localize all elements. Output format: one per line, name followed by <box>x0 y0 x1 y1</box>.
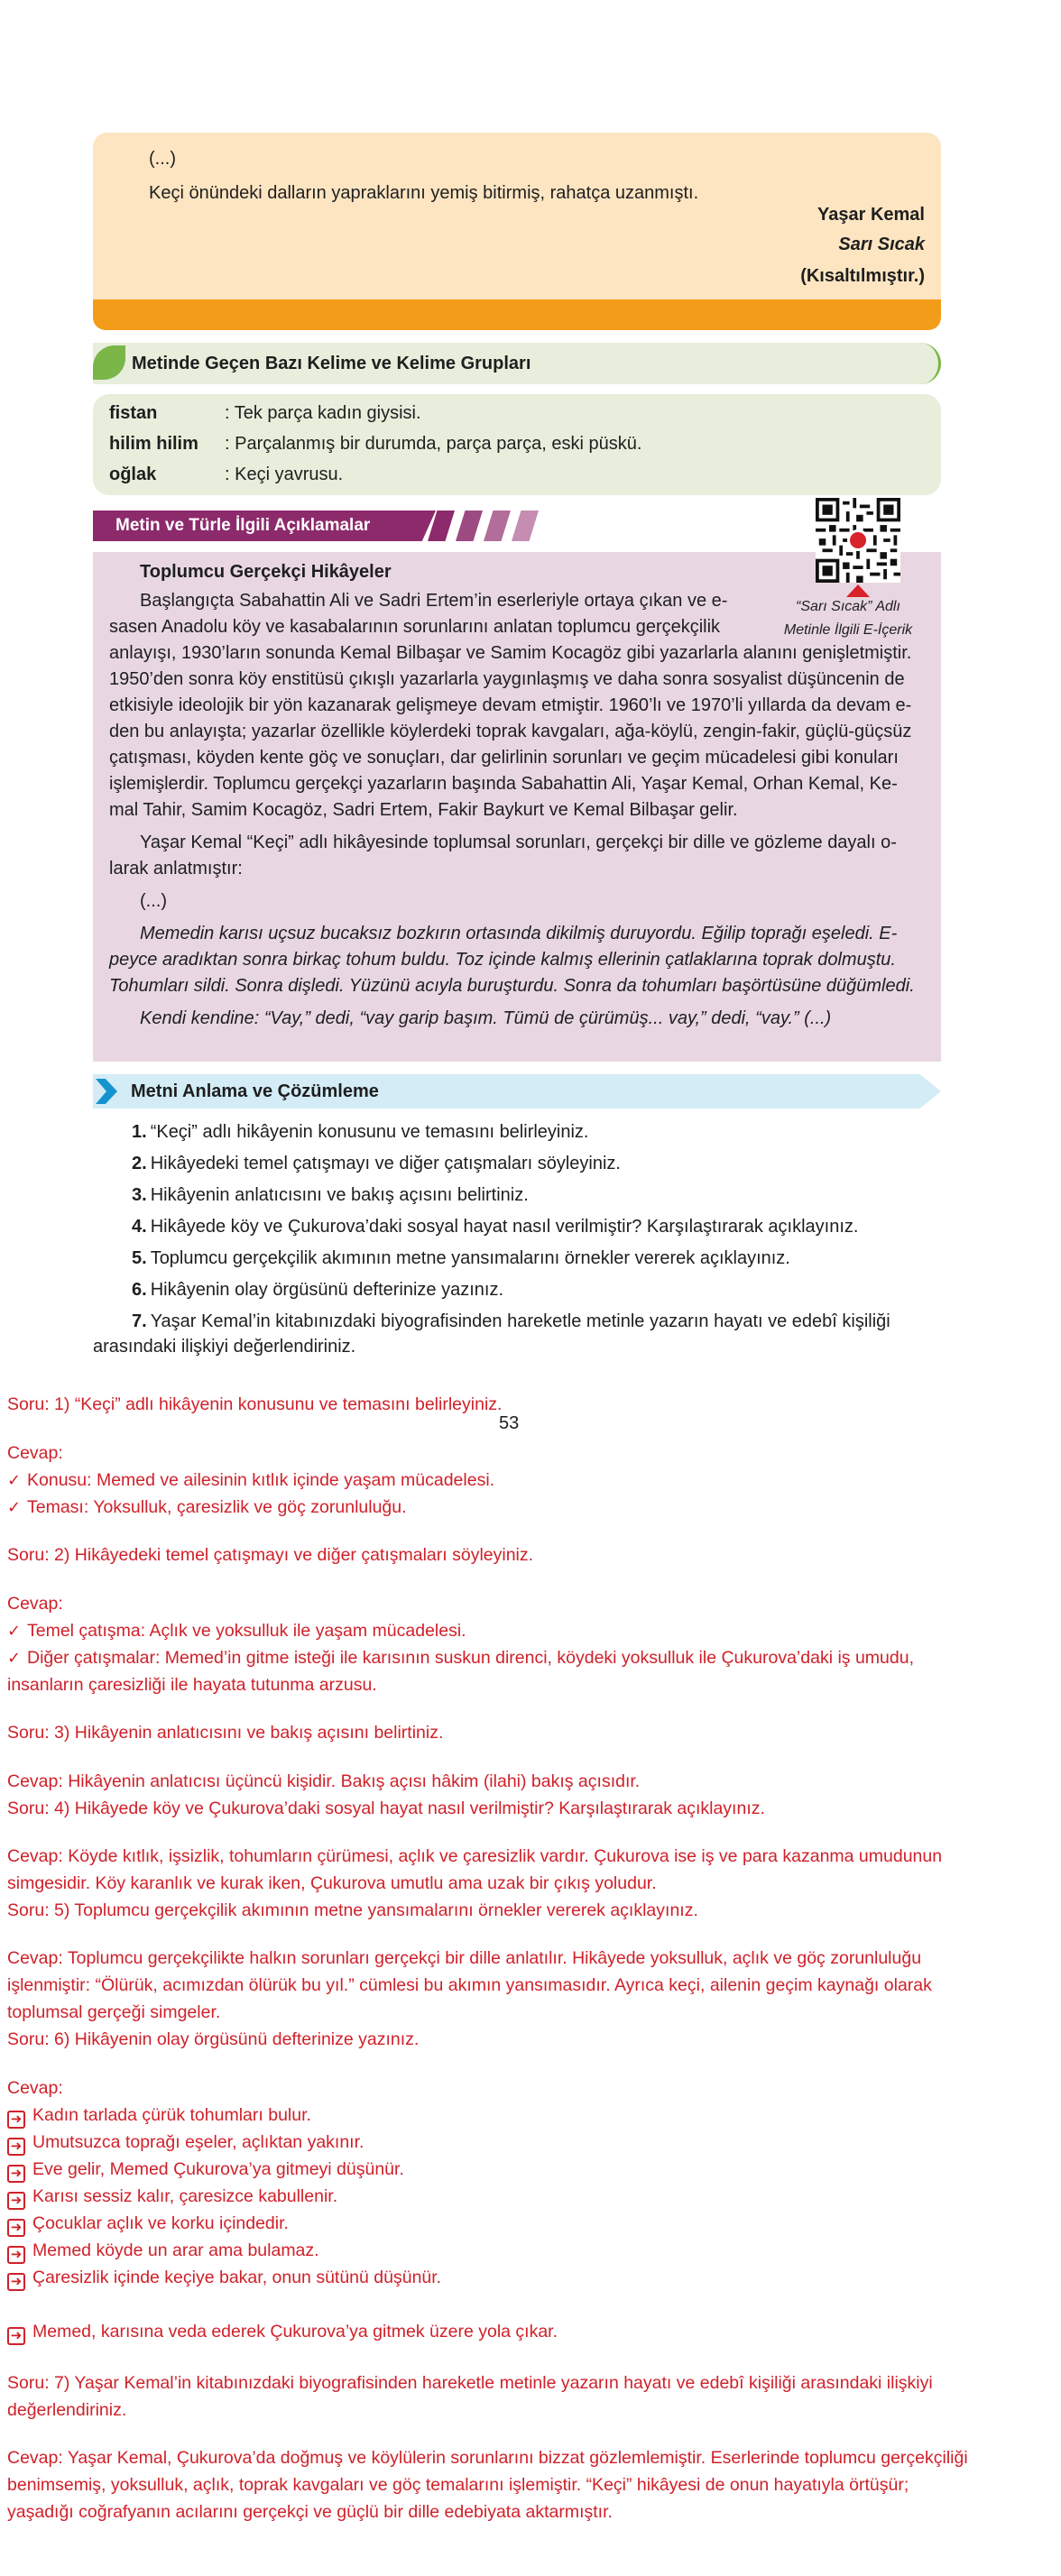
excerpt-line: Memedin karısı uçsuz bucaksız bozkırın ortasında dikilmiş duruyordu. Eğilip toprağı eşeledi. E- <box>140 924 898 943</box>
plot-item: ➜ Kadın tarlada çürük tohumları bulur. <box>7 2105 311 2129</box>
quote-author: Yaşar Kemal <box>817 205 925 225</box>
words-box <box>93 394 941 495</box>
answer-text: Cevap: Toplumcu gerçekçilikte halkın sorunları gerçekçi bir dille anlatılır. Hikâyede yoksulluk, açlık ve göç zorunluluğu <box>7 1948 922 1968</box>
question-item <box>132 1311 890 1332</box>
question-text: Toplumcu gerçekçilik akımının metne yansımalarını örnekler vererek açıklayınız. <box>150 1248 790 1268</box>
header-stripe <box>484 511 511 541</box>
arrow-right-icon: ➜ <box>7 2273 25 2291</box>
info-line: çatışması, köyden kente göç ve sonuçları, dar gelirlinin sorunları ve geçim mücadelesi gibi konuları <box>109 748 899 768</box>
arrow-right-icon: ➜ <box>7 2219 25 2237</box>
excerpt-line: peyce aradıktan sonra birkaç tohum buldu. Toz içinde kalmış ellerinin çatlaklarına toprak dolmuştu. <box>109 950 896 970</box>
question-number: 3. <box>132 1185 147 1205</box>
answer-question: Soru: 2) Hikâyedeki temel çatışmayı ve diğer çatışmaları söyleyiniz. <box>7 1545 534 1565</box>
word-term: fistan <box>109 403 158 423</box>
question-number: 5. <box>132 1248 147 1268</box>
answer-text: işlenmiştir: “Ölürük, acımızdan ölürük bu yıl.” cümlesi bu akımın yansımasıdır. Ayrıca keçi, ailenin geçim kaynağı olarak <box>7 1975 932 1995</box>
answer-question: Soru: 6) Hikâyenin olay örgüsünü defterinize yazınız. <box>7 2029 420 2049</box>
question-item <box>132 1122 589 1143</box>
answer-item: ✓ Temel çatışma: Açlık ve yoksulluk ile yaşam mücadelesi. <box>7 1621 466 1641</box>
quote-note: (Kısaltılmıştır.) <box>800 266 925 286</box>
answer-question: Soru: 3) Hikâyenin anlatıcısını ve bakış açısını belirtiniz. <box>7 1723 444 1743</box>
quote-box <box>93 133 941 299</box>
plot-item: ➜ Umutsuzca toprağı eşeler, açlıktan yakınır. <box>7 2132 364 2156</box>
quote-line: Keçi önündeki dalların yapraklarını yemiş bitirmiş, rahatça uzanmıştı. <box>149 183 699 203</box>
plot-item: ➜ Karısı sessiz kalır, çaresizce kabullenir. <box>7 2186 337 2210</box>
excerpt-line: Tohumları sildi. Sonra dişledi. Yüzünü acıyla buruşturdu. Sonra da tohumları başörtüsüne düğümledi. <box>109 976 915 996</box>
answer-text: simgesidir. Köy karanlık ve kurak iken, Çukurova umutlu ama uzak bir çıkış yoludur. <box>7 1873 657 1893</box>
word-definition: : Parçalanmış bir durumda, parça parça, eski püskü. <box>225 434 642 454</box>
excerpt-line: Kendi kendine: “Vay,” dedi, “vay garip başım. Tümü de çürümüş... vay,” dedi, “vay.” (...) <box>140 1008 832 1028</box>
word-definition: : Tek parça kadın giysisi. <box>225 403 421 423</box>
check-icon: ✓ <box>7 1471 22 1489</box>
info-line: 1950’den sonra köy enstitüsü çıkışlı yazarlarla yaygınlaşmış ve daha sonra sosyalist düşüncenin de <box>109 669 905 689</box>
question-text: “Keçi” adlı hikâyenin konusunu ve temasını belirleyiniz. <box>150 1122 589 1142</box>
answer-question: Soru: 5) Toplumcu gerçekçilik akımının metne yansımalarını örnekler vererek açıklayınız. <box>7 1900 698 1920</box>
word-row <box>109 465 344 485</box>
plot-item: ➜ Eve gelir, Memed Çukurova’ya gitmeyi düşünür. <box>7 2159 404 2183</box>
quote-work: Sarı Sıcak <box>838 235 925 254</box>
qr-caption-line: “Sarı Sıcak” Adlı <box>796 599 900 614</box>
qr-caption <box>758 595 938 642</box>
words-title: Metinde Geçen Bazı Kelime ve Kelime Grupları <box>132 354 531 373</box>
question-item <box>132 1154 621 1174</box>
quote-ellipsis: (...) <box>149 149 176 169</box>
info-line: etkisiyle ideolojik bir yön kazanarak gelişmeye devam etmiştir. 1960’lı ve 1970’li yıllarda da devam e- <box>109 695 912 715</box>
question-number: 7. <box>132 1311 147 1331</box>
word-term: hilim hilim <box>109 434 198 454</box>
answer-text: Cevap: Yaşar Kemal, Çukurova’da doğmuş ve köylülerin sorunlarını bizzat gözlemlemiştir. Eserlerinde toplumcu gerçekçiliği <box>7 2448 968 2468</box>
answer-label: Cevap: <box>7 1594 63 1614</box>
answer-text: toplumsal gerçeği simgeler. <box>7 2002 221 2022</box>
arrow-right-icon: ➜ <box>7 2165 25 2183</box>
question-text: Hikâyenin olay örgüsünü defterinize yazınız. <box>150 1280 504 1300</box>
word-row <box>109 403 421 424</box>
header-stripe <box>512 511 539 541</box>
answer-item: ✓ Diğer çatışmalar: Memed’in gitme isteği ile karısının suskun direnci, köydeki yoksulluk ile Çukurova’daki iş umudu, <box>7 1648 914 1668</box>
arrow-right-icon: ➜ <box>7 2138 25 2156</box>
question-item <box>132 1217 858 1237</box>
info-subtitle: Toplumcu Gerçekçi Hikâyeler <box>140 562 392 582</box>
word-definition: : Keçi yavrusu. <box>225 465 344 484</box>
question-item <box>132 1280 503 1301</box>
question-text: Hikâyede köy ve Çukurova’daki sosyal hayat nasıl verilmiştir? Karşılaştırarak açıklayınız. <box>150 1217 859 1237</box>
question-continuation: arasındaki ilişkiyi değerlendiriniz. <box>93 1337 356 1357</box>
info-line: Başlangıçta Sabahattin Ali ve Sadri Ertem’in eserleriyle ortaya çıkan ve e- <box>140 591 728 611</box>
question-item <box>132 1185 529 1206</box>
comprehension-title: Metni Anlama ve Çözümleme <box>131 1081 379 1101</box>
answer-item: ✓ Konusu: Memed ve ailesinin kıtlık içinde yaşam mücadelesi. <box>7 1470 495 1490</box>
qr-code-icon[interactable] <box>816 498 900 583</box>
answer-question: Soru: 1) “Keçi” adlı hikâyenin konusunu ve temasını belirleyiniz. <box>7 1394 503 1414</box>
answer-text: insanların çaresizliği ile hayata tutunma arzusu. <box>7 1675 377 1695</box>
answer-text: yaşadığı coğrafyanın acılarını gerçekçi ve güçlü bir dille edebiyata aktarmıştır. <box>7 2502 613 2522</box>
word-term: oğlak <box>109 465 157 484</box>
question-item <box>132 1248 790 1269</box>
check-icon: ✓ <box>7 1622 22 1640</box>
check-icon: ✓ <box>7 1498 22 1516</box>
answer-label: Cevap: <box>7 2078 63 2098</box>
info-ellipsis: (...) <box>140 891 167 911</box>
arrow-right-icon: ➜ <box>7 2246 25 2264</box>
answer-text: Cevap: Köyde kıtlık, işsizlik, tohumların çürümesi, açlık ve çaresizlik vardır. Çukurova ise iş ve para kazanma umudunun <box>7 1846 943 1866</box>
plot-item: ➜ Memed köyde un arar ama bulamaz. <box>7 2240 319 2264</box>
quote-bar <box>93 299 941 330</box>
arrow-right-icon: ➜ <box>7 2111 25 2129</box>
arrow-right-icon: ➜ <box>7 2327 25 2345</box>
word-row <box>109 434 642 455</box>
answer-question: değerlendiriniz. <box>7 2400 127 2420</box>
answer-text: Cevap: Hikâyenin anlatıcısı üçüncü kişidir. Bakış açısı hâkim (ilahi) bakış açısıdır. <box>7 1771 641 1791</box>
info-line: sasen Anadolu köy ve kasabalarının sorunlarını anlatan toplumcu gerçekçilik <box>109 617 721 637</box>
page-number: 53 <box>499 1413 520 1433</box>
question-text: Hikâyenin anlatıcısını ve bakış açısını belirtiniz. <box>150 1185 529 1205</box>
header-stripe <box>456 511 483 541</box>
arrow-right-icon: ➜ <box>7 2192 25 2210</box>
info-line: işlemişlerdir. Toplumcu gerçekçi yazarların başında Sabahattin Ali, Yaşar Kemal, Orhan Kemal, Ke- <box>109 774 898 794</box>
info-line: larak anlatmıştır: <box>109 859 243 879</box>
plot-item: ➜ Memed, karısına veda ederek Çukurova’ya gitmek üzere yola çıkar. <box>7 2322 558 2345</box>
qr-caption-line: Metinle İlgili E-İçerik <box>783 622 913 638</box>
check-icon: ✓ <box>7 1649 22 1667</box>
answer-text: benimsemiş, yoksulluk, açlık, toprak kavgaları ve göç temalarını işlemiştir. “Keçi” hikâyesi de onun hayatıyla örtüşür; <box>7 2475 909 2495</box>
answer-question: Soru: 7) Yaşar Kemal’in kitabınızdaki biyografisinden hareketle metinle yazarın hayatı ve edebî kişiliği arasındaki ilişkiyi <box>7 2373 933 2393</box>
info-line: den bu anlayışta; yazarlar özellikle köylerdeki toprak kavgaları, ağa-köylü, zengin-fakir, güçlü-güçsüz <box>109 722 912 741</box>
answer-label: Cevap: <box>7 1443 63 1463</box>
answer-item: ✓ Teması: Yoksulluk, çaresizlik ve göç zorunluluğu. <box>7 1497 407 1517</box>
info-header: Metin ve Türle İlgili Açıklamalar <box>115 516 371 535</box>
info-line: mal Tahir, Samim Kocagöz, Sadri Ertem, Fakir Baykurt ve Kemal Bilbaşar gelir. <box>109 800 738 820</box>
plot-item: ➜ Çaresizlik içinde keçiye bakar, onun sütünü düşünür. <box>7 2268 441 2291</box>
question-text: Yaşar Kemal’in kitabınızdaki biyografisinden hareketle metinle yazarın hayatı ve edebî kişiliği <box>150 1311 890 1331</box>
question-number: 1. <box>132 1122 147 1142</box>
question-text: Hikâyedeki temel çatışmayı ve diğer çatışmaları söyleyiniz. <box>150 1154 621 1173</box>
answer-question: Soru: 4) Hikâyede köy ve Çukurova’daki sosyal hayat nasıl verilmiştir? Karşılaştırarak açıklayınız. <box>7 1799 765 1818</box>
question-number: 6. <box>132 1280 147 1300</box>
info-line: Yaşar Kemal “Keçi” adlı hikâyesinde toplumsal sorunları, gerçekçi bir dille ve gözleme dayalı o- <box>140 833 897 852</box>
plot-item: ➜ Çocuklar açlık ve korku içindedir. <box>7 2213 289 2237</box>
question-number: 2. <box>132 1154 147 1173</box>
info-line: anlayışı, 1930’ların sonunda Kemal Bilbaşar ve Samim Kocagöz gibi yazarlarla alanını genişletmiştir. <box>109 643 912 663</box>
question-number: 4. <box>132 1217 147 1237</box>
